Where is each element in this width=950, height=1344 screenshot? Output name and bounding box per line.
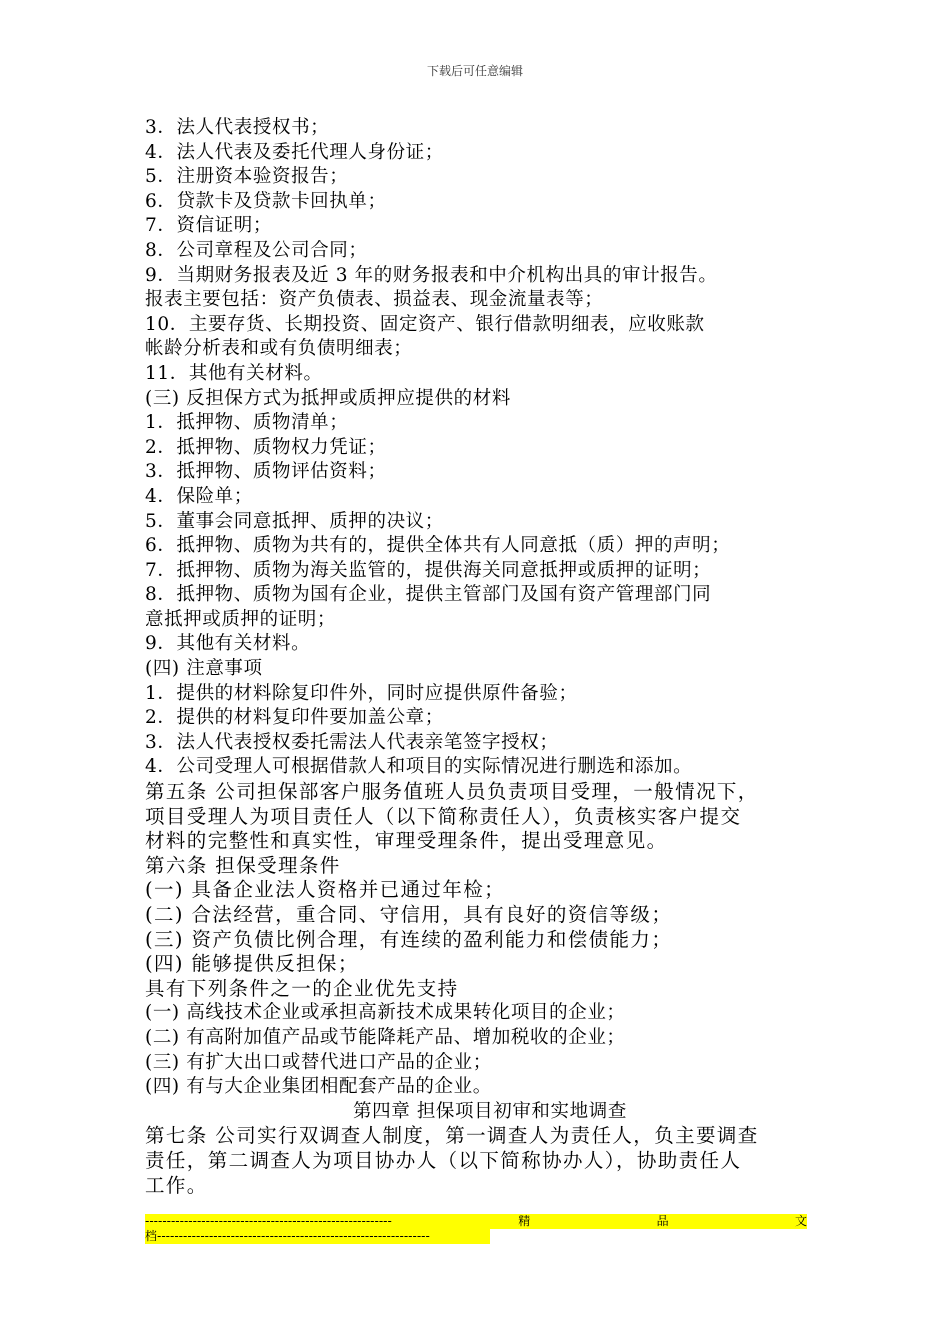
text-line: 10．主要存货、长期投资、固定资产、银行借款明细表，应收账款 (145, 313, 705, 335)
text-line: 4．公司受理人可根据借款人和项目的实际情况进行删选和添加。 (145, 756, 693, 778)
footer-dashes: --------------------------------------------------------------- (157, 1229, 430, 1243)
footer-row (145, 1229, 490, 1244)
footer-banner (145, 1214, 807, 1248)
footer-row (145, 1214, 807, 1229)
text-line: (二) 有高附加值产品或节能降耗产品、增加税收的企业； (145, 1026, 626, 1048)
chapter-heading: 第四章 担保项目初审和实地调查 (353, 1100, 627, 1122)
footer-dashes: --------------------------------------------------------- (145, 1214, 392, 1228)
text-line: 5．注册资本验资报告； (145, 166, 349, 188)
text-line: 5．董事会同意抵押、质押的决议； (145, 510, 444, 532)
text-line: (四) 能够提供反担保； (145, 952, 359, 976)
text-line: (四) 有与大企业集团相配套产品的企业。 (145, 1076, 492, 1098)
text-line: 6．贷款卡及贷款卡回执单； (145, 190, 387, 212)
text-line: 1．提供的材料除复印件外，同时应提供原件备验； (145, 682, 578, 704)
text-line: 8．抵押物、质物为国有企业，提供主管部门及国有资产管理部门同 (145, 584, 712, 606)
article-line: 第五条 公司担保部客户服务值班人员负责项目受理，一般情况下， (145, 780, 759, 804)
article-line: 项目受理人为项目责任人（以下简称责任人），负责核实客户提交 (145, 804, 742, 828)
text-line: (三) 资产负债比例合理，有连续的盈利能力和偿债能力； (145, 927, 673, 951)
text-line: (一) 具备企业法人资格并已通过年检； (145, 878, 506, 902)
footer-char: 精 (518, 1214, 531, 1228)
text-line: 9．其他有关材料。 (145, 633, 311, 655)
text-line: 意抵押或质押的证明； (145, 608, 337, 630)
text-line: 具有下列条件之一的企业优先支持 (145, 976, 459, 1000)
text-line: 3．法人代表授权委托需法人代表亲笔签字授权； (145, 731, 559, 753)
text-line: 3．抵押物、质物评估资料； (145, 461, 387, 483)
article-line: 责任，第二调查人为项目协办人（以下简称协办人），协助责任人 (145, 1148, 742, 1172)
page-header: 下载后可任意编辑 (426, 64, 523, 78)
text-line: (三) 有扩大出口或替代进口产品的企业； (145, 1051, 492, 1073)
article-line: 材料的完整性和真实性，审理受理条件，提出受理意见。 (145, 829, 668, 853)
section-heading: (四) 注意事项 (145, 658, 263, 680)
text-line: 2．提供的材料复印件要加盖公章； (145, 707, 444, 729)
text-line: (二) 合法经营，重合同、守信用，具有良好的资信等级； (145, 903, 673, 926)
footer-char: 品 (656, 1214, 669, 1228)
text-line: (一) 高线技术企业或承担高新技术成果转化项目的企业； (145, 1002, 626, 1024)
article-heading: 第六条 担保受理条件 (145, 853, 341, 877)
text-line: 7．资信证明； (145, 215, 272, 237)
document-body (145, 116, 815, 1198)
text-line: 8．公司章程及公司合同； (145, 239, 368, 261)
footer-char: 档 (145, 1229, 158, 1243)
text-line: 7．抵押物、质物为海关监管的，提供海关同意抵押或质押的证明； (145, 559, 712, 581)
text-line: 1．抵押物、质物清单； (145, 412, 349, 434)
text-line: 6．抵押物、质物为共有的，提供全体共有人同意抵（质）押的声明； (145, 535, 731, 557)
text-line: 2．抵押物、质物权力凭证； (145, 436, 387, 458)
footer-char: 文 (794, 1214, 807, 1228)
text-line: 4．保险单； (145, 485, 253, 507)
text-line: 报表主要包括：资产负债表、损益表、现金流量表等； (145, 289, 604, 311)
text-line: 11．其他有关材料。 (145, 362, 323, 384)
text-line: 帐龄分析表和或有负债明细表； (145, 338, 413, 360)
article-line: 工作。 (145, 1173, 208, 1197)
text-line: 4．法人代表及委托代理人身份证； (145, 141, 444, 163)
text-line: 3．法人代表授权书； (145, 117, 330, 138)
article-line: 第七条 公司实行双调查人制度，第一调查人为责任人，负主要调查 (145, 1124, 759, 1148)
section-heading: (三) 反担保方式为抵押或质押应提供的材料 (145, 387, 511, 409)
text-line: 9．当期财务报表及近 3 年的财务报表和中介机构出具的审计报告。 (145, 264, 718, 286)
